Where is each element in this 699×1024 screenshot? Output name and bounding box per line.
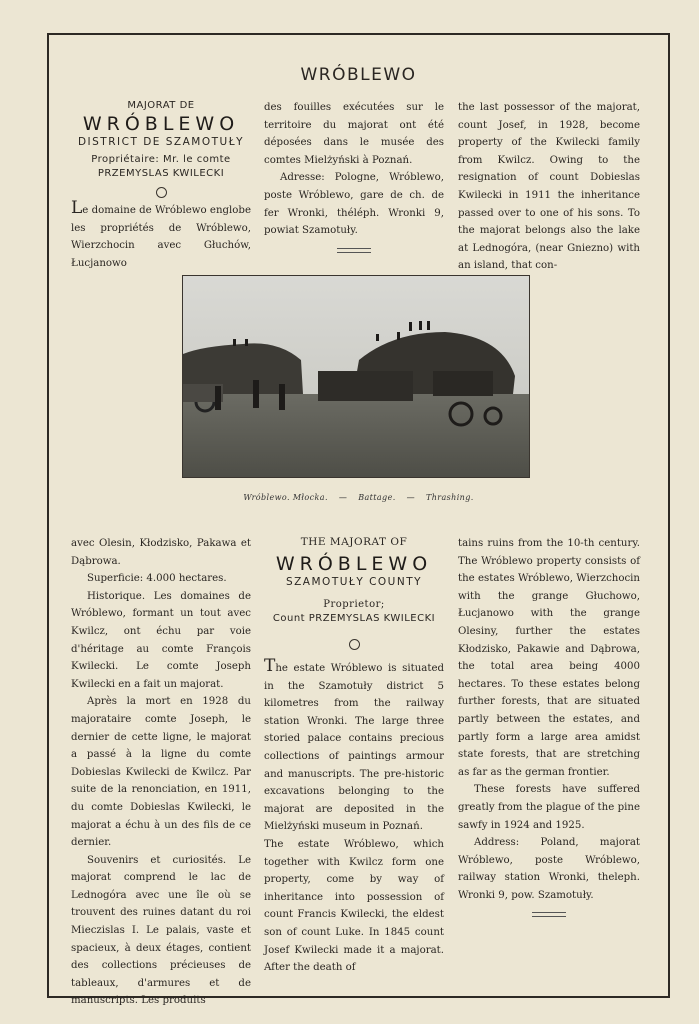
section-rule: [532, 912, 566, 917]
french-heading-district: DISTRICT DE SZAMOTUŁY: [77, 136, 245, 148]
caption-french: Battage.: [358, 493, 396, 502]
french-top-col2: [264, 99, 444, 253]
threshing-photo: [182, 275, 530, 478]
english-owner-line1: Proprietor;: [323, 599, 385, 610]
english-heading-name: WRÓBLEWO: [275, 553, 433, 575]
ring-ornament-icon: [156, 187, 167, 198]
english-forests-paragraph: These forests have suffered greatly from the plague of the pine sawfy in 1924 and 1925.: [458, 784, 640, 831]
english-history-paragraph: the last possessor of the majorat, count Josef, in 1928, become property of the Kwilecki family from Kwilcz. Owing to the resignation of count Dobieslas Kwilecki in 1911 the inheritance passed over to one of his sons. To the majorat belongs also the lake at Lednogóra, (near Gniezno) with an island, that con-: [458, 102, 640, 272]
english-intro-paragraph: [264, 656, 444, 836]
french-owner-line1: Propriétaire: Mr. le comte: [91, 154, 231, 165]
english-dropcap: T: [264, 656, 276, 676]
page-title: WRÓBLEWO: [300, 65, 417, 85]
french-succession-paragraph: Après la mort en 1928 du majorataire comte Joseph, le dernier de cette ligne, le majorat a passé à la ligne du comte Dobieslas Kwilecki de Kwilcz. Par suite de la renonciation, en 1911, du comte Dobieslas Kwilecki, le majorat a échu à un des fils de ce dernier.: [71, 696, 251, 849]
english-property-paragraph: tains ruins from the 10-th century. The Wróblewo property consists of the estates Wróblewo, Wierzchocin with the grange Głuchowo, Łucjanowo with the grange Olesiny, further the estates Kłodzisko, Pakawie and Dąbrowa, the total area being 4000 hectares. To these estates belong further forests, that are situated partly between the estates, and partly form a large area amidst state forests, that are stretching as far as the german frontier.: [458, 538, 640, 778]
section-rule: [337, 248, 371, 253]
french-souvenirs-paragraph: Souvenirs et curiosités. Le majorat comprend le lac de Lednogóra avec une île où se trouvent des ruines datant du roi Mieczislas I. Le palais, vaste et spacieux, à deux étages, contient des collections précieuses de tableaux, d'armures et de manuscripts. Les produits: [71, 854, 251, 1007]
french-owner-line2: PRZEMYSLAS KWILECKI: [97, 168, 225, 179]
french-intro-text: e domaine de Wróblewo englobe les propriétés de Wróblewo, Wierzchocin avec Głuchów, Łucjanowo: [71, 205, 251, 269]
french-intro-paragraph: [71, 198, 251, 272]
english-address-paragraph: Address: Poland, majorat Wróblewo, poste Wróblewo, railway station Wronki, theleph. Wronki 9, pow. Szamotuły.: [458, 837, 640, 901]
french-dropcap: L: [71, 198, 83, 218]
caption-polish: Wróblewo. Młocka.: [243, 493, 328, 502]
french-address-paragraph: Adresse: Pologne, Wróblewo, poste Wróblewo, gare de ch. de fer Wronki, théléph. Wronki 9, powiat Szamotuły.: [264, 172, 444, 237]
french-heading-line1: MAJORAT DE: [127, 100, 195, 111]
french-area-paragraph: Superficie: 4.000 hectares.: [87, 573, 227, 585]
caption-english: Thrashing.: [425, 493, 474, 502]
page-frame: [47, 33, 670, 1007]
caption-separator: —: [338, 493, 348, 502]
french-estates-paragraph: avec Olesin, Kłodzisko, Pakawa et Dąbrowa.: [71, 538, 251, 567]
ring-ornament-icon: [349, 639, 360, 650]
english-heading-line1: THE MAJORAT OF: [300, 536, 408, 548]
english-intro-text: he estate Wróblewo is situated in the Szamotuły district 5 kilometres from the railway station Wronki. The large three storied palace contains precious collections of paintings armour and manuscripts. The pre-historic excavations belonging to the majorat are deposited in the Mielżyński museum in Poznań.: [264, 663, 444, 833]
english-bottom-col3: [458, 535, 640, 917]
english-owner-line2: Count PRZEMYSLAS KWILECKI: [272, 613, 436, 624]
french-bottom-col1: [71, 535, 251, 1010]
caption-separator: —: [406, 493, 416, 502]
french-excavations-paragraph: des fouilles exécutées sur le territoire du majorat ont été déposées dans le musée des comtes Mielżyński à Poznań.: [264, 102, 444, 166]
photo-caption: [49, 493, 668, 502]
french-heading-name: WRÓBLEWO: [82, 113, 240, 135]
english-bottom-col2: [264, 535, 444, 977]
french-heading-block: [71, 99, 251, 272]
english-top-col3: [458, 99, 640, 275]
english-inheritance-paragraph: The estate Wróblewo, which together with Kwilcz form one property, come by way of inheritance into possession of count Francis Kwilecki, the eldest son of count Luke. In 1845 count Josef Kwilecki made it a majorat. After the death of: [264, 838, 444, 974]
english-heading-county: SZAMOTUŁY COUNTY: [285, 576, 423, 588]
threshing-photo-image: [183, 276, 529, 477]
french-historique-paragraph: Historique. Les domaines de Wróblewo, formant un tout avec Kwilcz, ont échu par voie d'héritage au comte François Kwilecki. Le comte Joseph Kwilecki en a fait un majorat.: [71, 590, 251, 690]
